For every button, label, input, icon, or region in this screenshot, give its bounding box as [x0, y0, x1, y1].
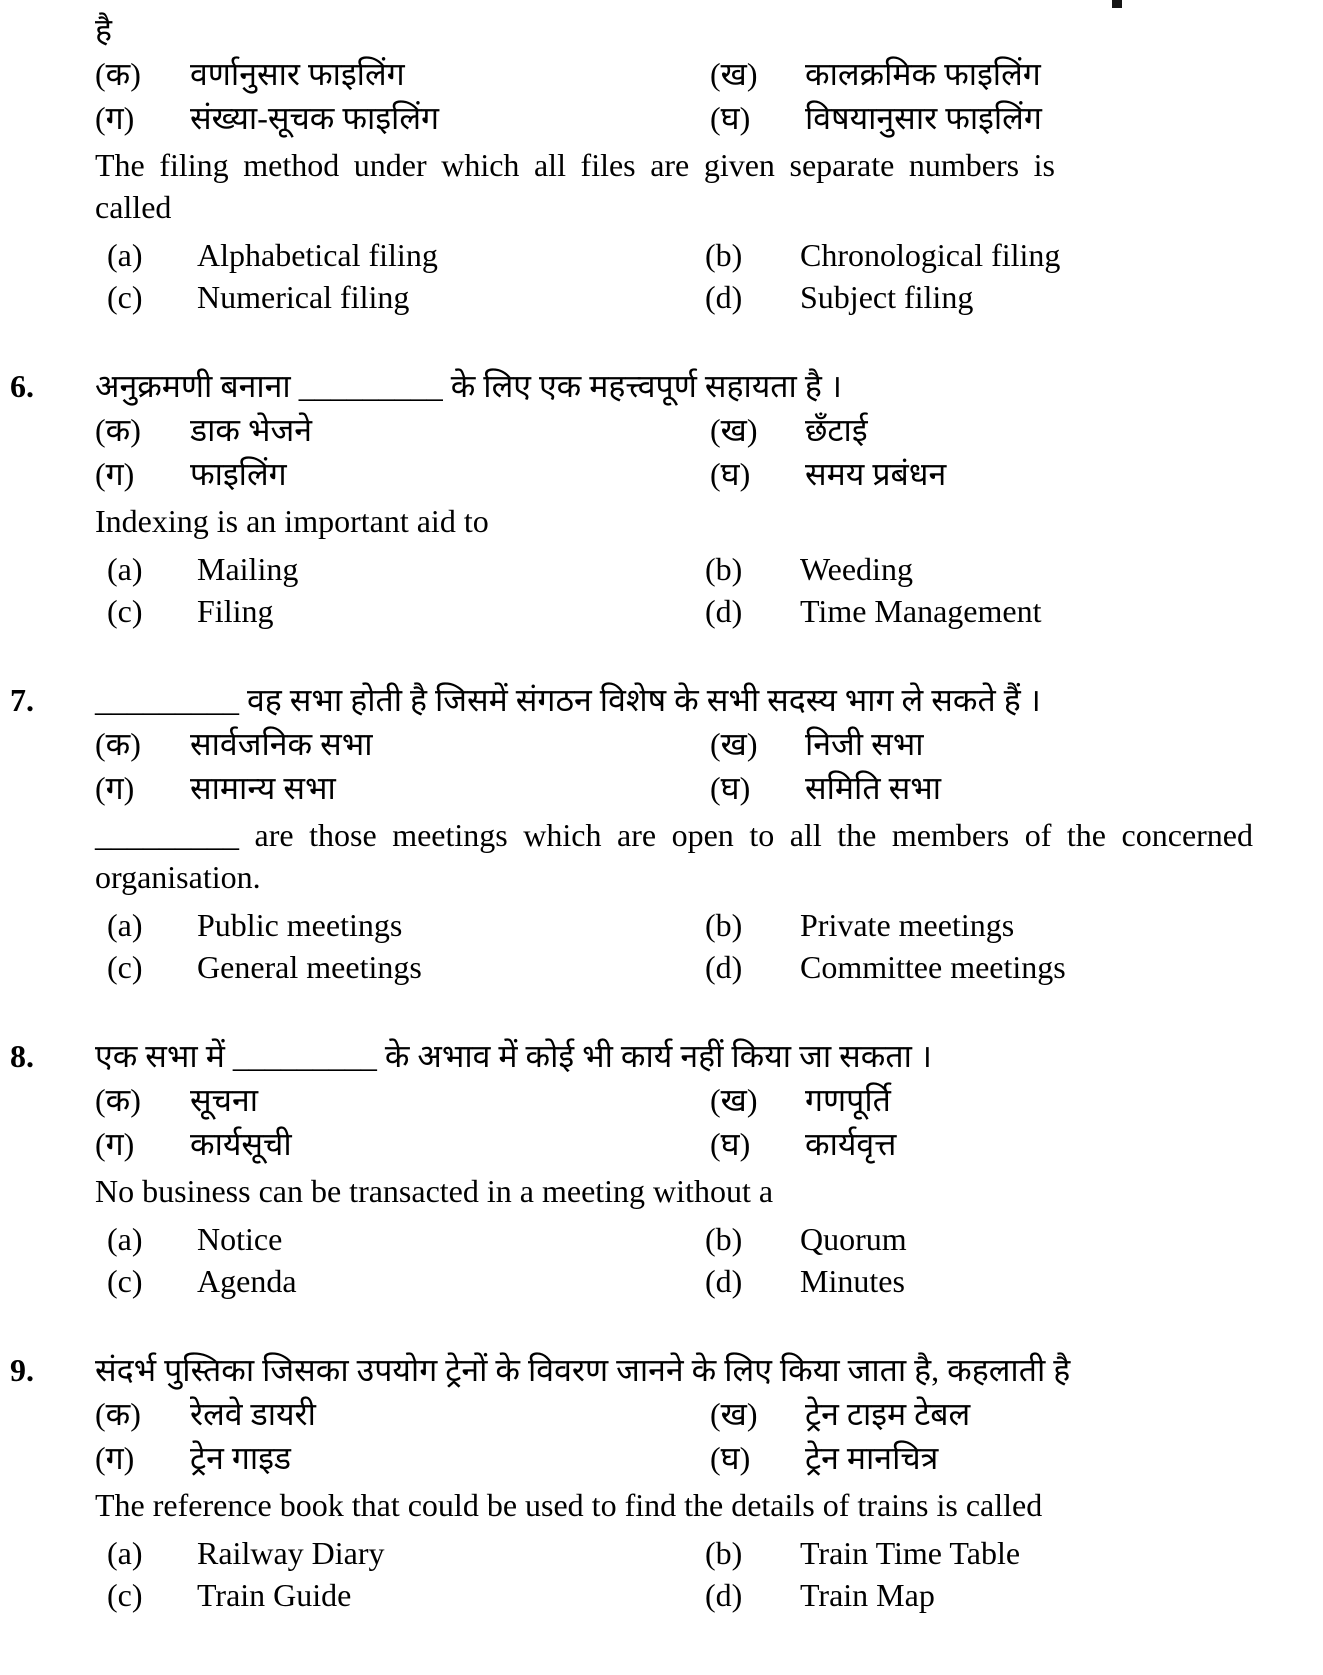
question-number — [10, 8, 95, 318]
hindi-options — [95, 1392, 1253, 1480]
option-text: कालक्रमिक फाइलिंग — [805, 56, 1041, 92]
option-label: (a) — [107, 551, 143, 587]
option-label: (ग) — [95, 1440, 135, 1476]
option-text: Minutes — [800, 1263, 905, 1299]
question-text-english: _________ are those meetings which are open to all the members of the concerned organisation. — [95, 817, 1253, 895]
option-label: (क) — [95, 1396, 141, 1432]
option-text: समिति सभा — [805, 770, 942, 806]
option-text: Committee meetings — [800, 949, 1066, 985]
hindi-options — [95, 722, 1253, 810]
option-text: Railway Diary — [197, 1535, 385, 1571]
question-block — [10, 678, 1253, 988]
question-text-hindi: एक सभा में _________ के अभाव में कोई भी कार्य नहीं किया जा सकता । — [95, 1038, 932, 1074]
option-label: (ख) — [710, 1396, 758, 1432]
option-text: Time Management — [800, 593, 1042, 629]
question-text-english: The reference book that could be used to find the details of trains is called — [95, 1487, 1043, 1523]
option-label: (a) — [107, 1535, 143, 1571]
option-label: (ख) — [710, 56, 758, 92]
option-text: छँटाई — [805, 412, 868, 448]
option-text: सूचना — [190, 1082, 259, 1118]
question-block — [10, 1348, 1253, 1616]
english-options — [95, 904, 1253, 988]
english-options — [95, 1218, 1253, 1302]
question-text-hindi: अनुक्रमणी बनाना _________ के लिए एक महत्त्वपूर्ण सहायता है । — [95, 368, 842, 404]
option-label: (c) — [107, 279, 143, 315]
hindi-options — [95, 52, 1253, 140]
hindi-options — [95, 1078, 1253, 1166]
option-text: ट्रेन मानचित्र — [805, 1440, 939, 1476]
option-text: कार्यवृत्त — [805, 1126, 897, 1162]
option-text: फाइलिंग — [190, 456, 287, 492]
question-text-english: The filing method under which all files are given separate numbers is called — [95, 147, 1055, 225]
option-label: (c) — [107, 593, 143, 629]
option-text: Filing — [197, 593, 274, 629]
option-label: (क) — [95, 726, 141, 762]
option-label: (d) — [705, 1577, 743, 1613]
option-text: Quorum — [800, 1221, 907, 1257]
option-text: General meetings — [197, 949, 422, 985]
option-text: Mailing — [197, 551, 299, 587]
corner-artifact — [1112, 0, 1122, 8]
option-label: (ग) — [95, 456, 135, 492]
option-text: कार्यसूची — [190, 1126, 292, 1162]
option-text: डाक भेजने — [190, 412, 312, 448]
option-label: (ग) — [95, 100, 135, 136]
option-text: Alphabetical filing — [197, 237, 438, 273]
option-label: (a) — [107, 237, 143, 273]
option-text: Private meetings — [800, 907, 1015, 943]
option-text: ट्रेन टाइम टेबल — [805, 1396, 971, 1432]
question-text-hindi: संदर्भ पुस्तिका जिसका उपयोग ट्रेनों के विवरण जानने के लिए किया जाता है, कहलाती है — [95, 1352, 1071, 1388]
option-text: सामान्य सभा — [190, 770, 336, 806]
option-label: (क) — [95, 1082, 141, 1118]
question-block — [10, 1034, 1253, 1302]
option-text: Numerical filing — [197, 279, 410, 315]
question-text-hindi: _________ वह सभा होती है जिसमें संगठन विशेष के सभी सदस्य भाग ले सकते हैं । — [95, 682, 1041, 718]
english-options — [95, 1532, 1253, 1616]
option-label: (ख) — [710, 412, 758, 448]
option-text: संख्या-सूचक फाइलिंग — [190, 100, 440, 136]
option-label: (घ) — [710, 770, 751, 806]
option-label: (d) — [705, 1263, 743, 1299]
option-text: Chronological filing — [800, 237, 1061, 273]
option-label: (ग) — [95, 770, 135, 806]
question-block — [10, 364, 1253, 632]
option-label: (घ) — [710, 1440, 751, 1476]
option-label: (b) — [705, 1221, 743, 1257]
option-text: गणपूर्ति — [805, 1082, 891, 1118]
option-label: (घ) — [710, 456, 751, 492]
question-number: 8. — [10, 1038, 34, 1074]
option-label: (c) — [107, 1263, 143, 1299]
option-label: (घ) — [710, 1126, 751, 1162]
option-label: (ख) — [710, 726, 758, 762]
option-label: (d) — [705, 949, 743, 985]
option-label: (a) — [107, 1221, 143, 1257]
question-number: 7. — [10, 682, 34, 718]
option-label: (b) — [705, 237, 743, 273]
option-text: निजी सभा — [805, 726, 924, 762]
option-label: (d) — [705, 279, 743, 315]
question-text-english: No business can be transacted in a meeting without a — [95, 1173, 774, 1209]
option-label: (ग) — [95, 1126, 135, 1162]
option-text: Weeding — [800, 551, 913, 587]
option-text: Public meetings — [197, 907, 403, 943]
option-label: (d) — [705, 593, 743, 629]
option-label: (घ) — [710, 100, 751, 136]
option-text: Notice — [197, 1221, 283, 1257]
option-label: (a) — [107, 907, 143, 943]
option-text: समय प्रबंधन — [805, 456, 947, 492]
option-label: (c) — [107, 949, 143, 985]
option-label: (b) — [705, 551, 743, 587]
hindi-options — [95, 408, 1253, 496]
option-label: (क) — [95, 56, 141, 92]
option-text: Train Time Table — [800, 1535, 1021, 1571]
question-number: 6. — [10, 368, 34, 404]
option-text: ट्रेन गाइड — [190, 1440, 292, 1476]
option-label: (ख) — [710, 1082, 758, 1118]
question-block — [10, 8, 1253, 318]
english-options — [95, 548, 1253, 632]
option-text: सार्वजनिक सभा — [190, 726, 373, 762]
option-text: वर्णानुसार फाइलिंग — [190, 56, 405, 92]
option-text: Subject filing — [800, 279, 974, 315]
option-label: (c) — [107, 1577, 143, 1613]
option-text: Train Guide — [197, 1577, 352, 1613]
question-number: 9. — [10, 1352, 34, 1388]
question-text-english: Indexing is an important aid to — [95, 503, 489, 539]
question-text-hindi: है — [95, 12, 112, 48]
option-label: (b) — [705, 1535, 743, 1571]
english-options — [95, 234, 1253, 318]
option-text: Agenda — [197, 1263, 297, 1299]
option-text: विषयानुसार फाइलिंग — [805, 100, 1042, 136]
option-label: (क) — [95, 412, 141, 448]
option-text: Train Map — [800, 1577, 935, 1613]
option-text: रेलवे डायरी — [190, 1396, 316, 1432]
option-label: (b) — [705, 907, 743, 943]
